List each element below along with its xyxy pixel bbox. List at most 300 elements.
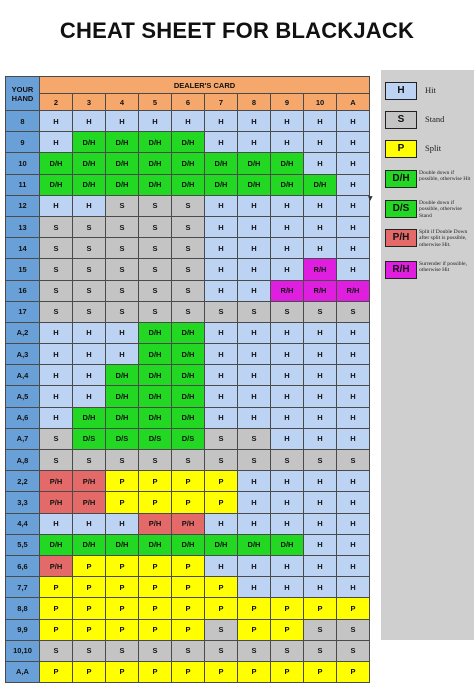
strategy-cell: S — [172, 238, 205, 259]
table-row — [6, 301, 370, 322]
dealer-card-column-header: 9 — [271, 94, 304, 111]
strategy-cell: H — [238, 407, 271, 428]
player-hand-label: 15 — [6, 259, 40, 280]
strategy-cell: H — [271, 471, 304, 492]
strategy-cell: D/H — [73, 534, 106, 555]
strategy-cell: D/H — [271, 153, 304, 174]
table-row — [6, 174, 370, 195]
strategy-cell: S — [139, 195, 172, 216]
strategy-cell: S — [172, 280, 205, 301]
strategy-cell: P — [205, 661, 238, 682]
player-hand-label: 5,5 — [6, 534, 40, 555]
strategy-cell: H — [337, 428, 370, 449]
strategy-cell: H — [40, 365, 73, 386]
strategy-cell: H — [205, 386, 238, 407]
strategy-cell: H — [106, 111, 139, 132]
legend-description: Surrender if possible, otherwise Hit — [419, 261, 468, 274]
strategy-cell: H — [304, 577, 337, 598]
player-hand-label: 7,7 — [6, 577, 40, 598]
strategy-cell: H — [337, 344, 370, 365]
table-row — [6, 259, 370, 280]
player-hand-label: A,8 — [6, 450, 40, 471]
strategy-cell: H — [205, 195, 238, 216]
strategy-cell: S — [172, 259, 205, 280]
strategy-cell: S — [172, 216, 205, 237]
player-hand-label: 9 — [6, 132, 40, 153]
table-row — [6, 471, 370, 492]
strategy-cell: S — [304, 619, 337, 640]
table-row — [6, 238, 370, 259]
strategy-cell: S — [205, 428, 238, 449]
strategy-cell: D/H — [106, 386, 139, 407]
strategy-cell: S — [73, 216, 106, 237]
legend-description: Double down if possible, otherwise Hit — [419, 170, 471, 183]
strategy-cell: D/H — [271, 534, 304, 555]
strategy-cell: P — [172, 619, 205, 640]
table-row — [6, 365, 370, 386]
strategy-cell: H — [238, 259, 271, 280]
strategy-cell: H — [271, 322, 304, 343]
strategy-cell: H — [40, 344, 73, 365]
strategy-cell: S — [106, 259, 139, 280]
strategy-cell: H — [73, 386, 106, 407]
table-row — [6, 619, 370, 640]
strategy-cell: D/H — [139, 534, 172, 555]
strategy-cell: P/H — [40, 492, 73, 513]
strategy-cell: H — [271, 259, 304, 280]
strategy-cell: H — [205, 555, 238, 576]
strategy-cell: D/H — [172, 534, 205, 555]
player-hand-label: 2,2 — [6, 471, 40, 492]
strategy-cell: P/H — [73, 492, 106, 513]
strategy-cell: H — [337, 238, 370, 259]
strategy-cell: H — [271, 344, 304, 365]
strategy-cell: P — [205, 598, 238, 619]
legend-description: Stand — [425, 114, 445, 124]
strategy-cell: D/S — [139, 428, 172, 449]
strategy-cell: S — [304, 450, 337, 471]
player-hand-label: 4,4 — [6, 513, 40, 534]
strategy-cell: S — [40, 450, 73, 471]
strategy-cell: S — [106, 238, 139, 259]
strategy-cell: H — [337, 534, 370, 555]
strategy-cell: S — [205, 301, 238, 322]
dealers-card-header: DEALER'S CARD — [40, 77, 370, 94]
strategy-cell: P/H — [73, 471, 106, 492]
strategy-cell: H — [304, 111, 337, 132]
strategy-cell: S — [205, 640, 238, 661]
strategy-cell: D/S — [106, 428, 139, 449]
player-hand-label: 13 — [6, 216, 40, 237]
strategy-cell: H — [271, 407, 304, 428]
strategy-cell: P — [172, 492, 205, 513]
strategy-cell: P/H — [172, 513, 205, 534]
strategy-cell: S — [73, 301, 106, 322]
strategy-cell: H — [40, 111, 73, 132]
player-hand-label: 6,6 — [6, 555, 40, 576]
strategy-cell: P — [172, 555, 205, 576]
dealer-card-column-header: 4 — [106, 94, 139, 111]
strategy-cell: H — [271, 238, 304, 259]
strategy-cell: S — [139, 450, 172, 471]
strategy-cell: D/H — [139, 344, 172, 365]
legend-description: Double down if possible, otherwise Stand — [419, 200, 462, 219]
strategy-cell: D/H — [205, 534, 238, 555]
strategy-cell: H — [73, 322, 106, 343]
strategy-cell: H — [271, 195, 304, 216]
strategy-cell: S — [172, 195, 205, 216]
dealer-card-column-header: 2 — [40, 94, 73, 111]
strategy-cell: P — [304, 661, 337, 682]
strategy-cell: H — [271, 111, 304, 132]
strategy-cell: D/H — [139, 132, 172, 153]
strategy-cell: D/H — [73, 153, 106, 174]
strategy-cell: H — [205, 513, 238, 534]
strategy-cell: H — [205, 365, 238, 386]
strategy-cell: P — [73, 577, 106, 598]
strategy-cell: D/H — [172, 386, 205, 407]
table-row — [6, 280, 370, 301]
strategy-cell: H — [238, 513, 271, 534]
strategy-cell: S — [337, 619, 370, 640]
dealer-card-column-header: 6 — [172, 94, 205, 111]
strategy-cell: D/H — [40, 153, 73, 174]
strategy-cell: P/H — [139, 513, 172, 534]
strategy-cell: H — [40, 132, 73, 153]
strategy-cell: H — [73, 513, 106, 534]
strategy-cell: S — [238, 428, 271, 449]
table-row — [6, 640, 370, 661]
strategy-cell: S — [40, 640, 73, 661]
strategy-cell: D/H — [139, 365, 172, 386]
strategy-cell: S — [304, 301, 337, 322]
strategy-cell: S — [337, 301, 370, 322]
strategy-cell: D/H — [40, 534, 73, 555]
strategy-cell: P — [238, 598, 271, 619]
strategy-cell: H — [73, 344, 106, 365]
strategy-cell: D/H — [172, 365, 205, 386]
strategy-cell: D/H — [139, 174, 172, 195]
strategy-cell: D/H — [172, 132, 205, 153]
strategy-cell: D/H — [205, 153, 238, 174]
strategy-cell: H — [40, 195, 73, 216]
strategy-cell: H — [337, 195, 370, 216]
strategy-cell: P — [73, 661, 106, 682]
strategy-cell: P — [106, 471, 139, 492]
strategy-cell: H — [238, 195, 271, 216]
strategy-cell: S — [139, 216, 172, 237]
player-hand-label: 11 — [6, 174, 40, 195]
strategy-cell: D/H — [238, 153, 271, 174]
strategy-cell: H — [40, 407, 73, 428]
strategy-cell: H — [205, 132, 238, 153]
strategy-cell: H — [304, 428, 337, 449]
strategy-cell: S — [106, 195, 139, 216]
strategy-cell: S — [106, 450, 139, 471]
strategy-cell: S — [172, 301, 205, 322]
strategy-cell: P — [139, 471, 172, 492]
strategy-cell: H — [205, 280, 238, 301]
table-row — [6, 534, 370, 555]
strategy-cell: P — [40, 577, 73, 598]
strategy-cell: S — [40, 301, 73, 322]
strategy-cell: H — [238, 492, 271, 513]
strategy-cell: H — [304, 471, 337, 492]
strategy-cell: S — [238, 301, 271, 322]
strategy-cell: H — [238, 344, 271, 365]
strategy-cell: D/H — [304, 174, 337, 195]
strategy-cell: S — [205, 450, 238, 471]
strategy-cell: R/H — [304, 280, 337, 301]
legend-swatch: D/H — [385, 170, 417, 188]
strategy-cell: D/H — [172, 153, 205, 174]
strategy-cell: P — [73, 619, 106, 640]
player-hand-label: A,6 — [6, 407, 40, 428]
strategy-cell: H — [73, 195, 106, 216]
strategy-cell: H — [304, 534, 337, 555]
strategy-cell: P — [106, 619, 139, 640]
strategy-cell: P — [172, 471, 205, 492]
table-row — [6, 216, 370, 237]
dealer-card-column-header: 8 — [238, 94, 271, 111]
strategy-cell: H — [304, 322, 337, 343]
strategy-cell: P — [106, 555, 139, 576]
strategy-cell: H — [238, 555, 271, 576]
strategy-cell: H — [238, 577, 271, 598]
table-row — [6, 598, 370, 619]
strategy-cell: H — [304, 492, 337, 513]
player-hand-label: 17 — [6, 301, 40, 322]
strategy-cell: H — [238, 132, 271, 153]
strategy-cell: H — [304, 238, 337, 259]
strategy-cell: S — [73, 259, 106, 280]
strategy-cell: H — [238, 386, 271, 407]
player-hand-label: 8 — [6, 111, 40, 132]
strategy-cell: P — [271, 619, 304, 640]
strategy-cell: D/H — [205, 174, 238, 195]
table-row — [6, 492, 370, 513]
strategy-cell: S — [106, 216, 139, 237]
dealer-card-column-header: 3 — [73, 94, 106, 111]
strategy-cell: R/H — [304, 259, 337, 280]
strategy-cell: H — [271, 365, 304, 386]
strategy-cell: S — [139, 280, 172, 301]
strategy-cell: P — [139, 577, 172, 598]
strategy-cell: S — [73, 238, 106, 259]
strategy-cell: H — [205, 259, 238, 280]
strategy-cell: P — [139, 598, 172, 619]
strategy-cell: H — [238, 471, 271, 492]
player-hand-label: 3,3 — [6, 492, 40, 513]
table-row — [6, 407, 370, 428]
strategy-cell: H — [271, 386, 304, 407]
strategy-cell: H — [337, 407, 370, 428]
strategy-cell: P — [106, 661, 139, 682]
strategy-cell: P — [172, 577, 205, 598]
strategy-cell: D/H — [139, 153, 172, 174]
strategy-cell: P — [304, 598, 337, 619]
strategy-cell: S — [40, 216, 73, 237]
player-hand-label: A,2 — [6, 322, 40, 343]
strategy-cell: S — [106, 640, 139, 661]
strategy-cell: H — [337, 111, 370, 132]
strategy-cell: D/H — [106, 365, 139, 386]
strategy-cell: R/H — [271, 280, 304, 301]
strategy-cell: S — [172, 640, 205, 661]
strategy-cell: H — [304, 344, 337, 365]
strategy-cell: P — [139, 555, 172, 576]
legend-swatch: R/H — [385, 261, 417, 279]
strategy-cell: H — [205, 216, 238, 237]
strategy-cell: H — [271, 555, 304, 576]
strategy-cell: S — [106, 301, 139, 322]
strategy-cell: H — [205, 407, 238, 428]
strategy-cell: D/H — [73, 174, 106, 195]
strategy-cell: P — [172, 661, 205, 682]
player-hand-label: 10,10 — [6, 640, 40, 661]
strategy-cell: P — [337, 598, 370, 619]
strategy-cell: P — [106, 598, 139, 619]
table-row — [6, 513, 370, 534]
strategy-cell: D/S — [172, 428, 205, 449]
strategy-cell: H — [304, 513, 337, 534]
table-row — [6, 132, 370, 153]
strategy-cell: P/H — [40, 555, 73, 576]
dropdown-arrow-icon: ▼ — [368, 195, 373, 202]
strategy-cell: P — [73, 555, 106, 576]
strategy-cell: P — [40, 661, 73, 682]
strategy-cell: P — [238, 661, 271, 682]
dealer-card-column-header: 10 — [304, 94, 337, 111]
strategy-cell: P — [106, 492, 139, 513]
player-hand-label: A,5 — [6, 386, 40, 407]
strategy-cell: H — [73, 111, 106, 132]
strategy-cell: H — [238, 365, 271, 386]
strategy-cell: H — [337, 365, 370, 386]
table-row — [6, 577, 370, 598]
table-row — [6, 555, 370, 576]
strategy-cell: S — [139, 640, 172, 661]
strategy-cell: D/H — [172, 407, 205, 428]
strategy-cell: H — [337, 555, 370, 576]
table-row — [6, 386, 370, 407]
strategy-cell: H — [304, 407, 337, 428]
strategy-cell: H — [304, 386, 337, 407]
strategy-cell: H — [304, 132, 337, 153]
strategy-cell: D/H — [106, 534, 139, 555]
strategy-cell: D/H — [172, 174, 205, 195]
strategy-cell: H — [304, 153, 337, 174]
table-row — [6, 661, 370, 682]
strategy-cell: P — [139, 619, 172, 640]
strategy-cell: P — [271, 661, 304, 682]
strategy-cell: H — [73, 365, 106, 386]
strategy-cell: R/H — [337, 280, 370, 301]
strategy-cell: H — [106, 322, 139, 343]
strategy-cell: H — [337, 386, 370, 407]
strategy-cell: S — [40, 259, 73, 280]
strategy-cell: H — [337, 153, 370, 174]
table-row — [6, 428, 370, 449]
strategy-cell: S — [40, 428, 73, 449]
strategy-cell: H — [139, 111, 172, 132]
strategy-cell: H — [238, 111, 271, 132]
player-hand-label: 10 — [6, 153, 40, 174]
your-hand-header: YOUR HAND — [6, 77, 40, 111]
strategy-cell: H — [205, 238, 238, 259]
table-row — [6, 111, 370, 132]
legend-description: Split if Double Down after split is possible, otherwise Hit. — [419, 229, 468, 248]
legend-description: Split — [425, 143, 442, 153]
strategy-cell: D/H — [106, 153, 139, 174]
strategy-cell: D/H — [106, 174, 139, 195]
strategy-cell: D/H — [172, 322, 205, 343]
strategy-cell: H — [304, 365, 337, 386]
strategy-cell: S — [73, 450, 106, 471]
strategy-cell: P — [40, 598, 73, 619]
strategy-cell: S — [139, 301, 172, 322]
strategy-cell: D/H — [106, 132, 139, 153]
strategy-cell: H — [238, 216, 271, 237]
player-hand-label: 16 — [6, 280, 40, 301]
strategy-cell: S — [238, 450, 271, 471]
player-hand-label: 12 — [6, 195, 40, 216]
strategy-cell: H — [337, 513, 370, 534]
strategy-cell: H — [238, 238, 271, 259]
strategy-cell: D/H — [106, 407, 139, 428]
strategy-cell: D/H — [172, 344, 205, 365]
strategy-table — [5, 76, 370, 683]
strategy-cell: D/H — [73, 407, 106, 428]
strategy-cell: H — [337, 174, 370, 195]
strategy-cell: H — [337, 577, 370, 598]
strategy-cell: S — [271, 450, 304, 471]
strategy-cell: D/H — [139, 322, 172, 343]
strategy-cell: P — [205, 492, 238, 513]
strategy-cell: H — [304, 216, 337, 237]
strategy-cell: S — [205, 619, 238, 640]
strategy-cell: S — [271, 301, 304, 322]
strategy-cell: S — [40, 238, 73, 259]
strategy-cell: H — [40, 322, 73, 343]
strategy-cell: P — [271, 598, 304, 619]
strategy-cell: H — [337, 471, 370, 492]
player-hand-label: A,7 — [6, 428, 40, 449]
table-row — [6, 153, 370, 174]
strategy-cell: H — [172, 111, 205, 132]
dealer-card-column-header: 7 — [205, 94, 238, 111]
strategy-cell: H — [271, 428, 304, 449]
strategy-cell: P/H — [40, 471, 73, 492]
strategy-cell: P — [106, 577, 139, 598]
legend-swatch: P — [385, 140, 417, 158]
dealer-card-column-header: 5 — [139, 94, 172, 111]
table-row — [6, 450, 370, 471]
legend-swatch: S — [385, 111, 417, 129]
strategy-cell: S — [337, 450, 370, 471]
strategy-cell: D/H — [271, 174, 304, 195]
table-row — [6, 344, 370, 365]
strategy-cell: D/S — [73, 428, 106, 449]
player-hand-label: 9,9 — [6, 619, 40, 640]
strategy-cell: D/H — [238, 174, 271, 195]
strategy-cell: H — [337, 132, 370, 153]
strategy-cell: H — [40, 386, 73, 407]
strategy-cell: H — [337, 259, 370, 280]
legend-swatch: H — [385, 82, 417, 100]
table-row — [6, 195, 370, 216]
strategy-cell: P — [73, 598, 106, 619]
